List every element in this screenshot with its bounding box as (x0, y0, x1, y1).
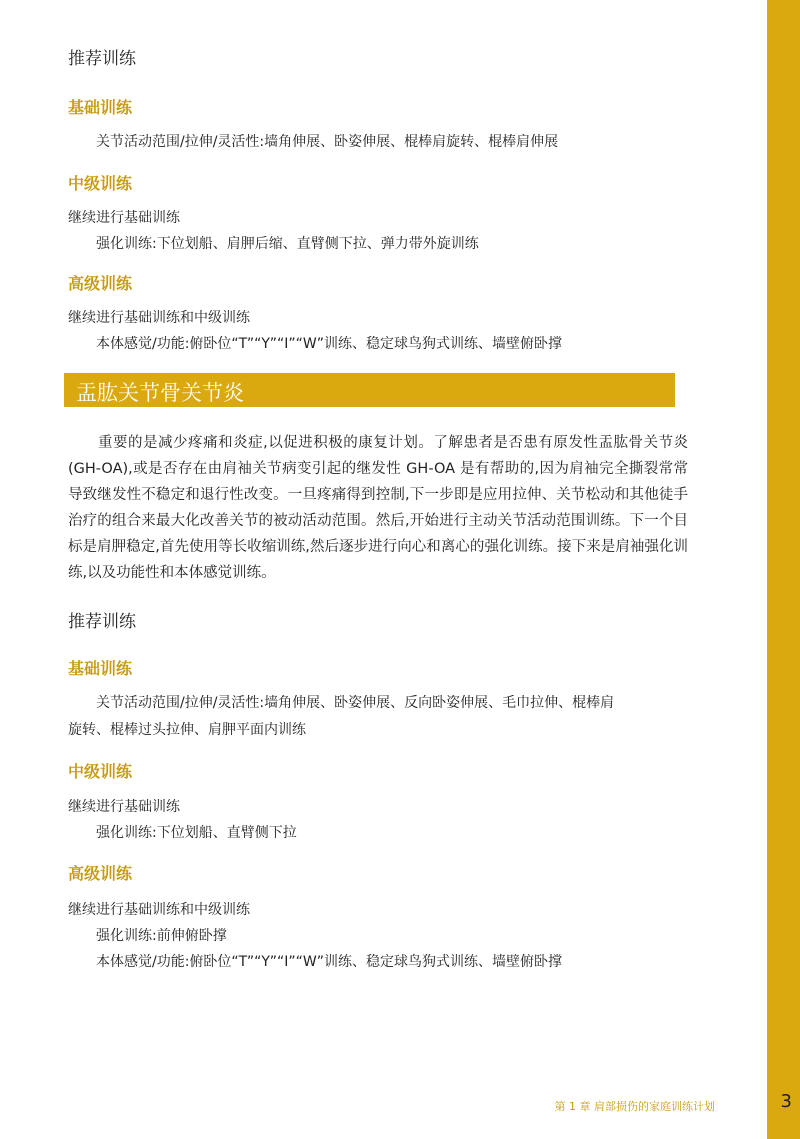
advanced-training-line: 本体感觉/功能:俯卧位“T”“Y”“I”“W”训练、稳定球鸟狗式训练、墙壁俯卧撑 (96, 336, 562, 352)
intermediate-continue-line-2: 继续进行基础训练 (68, 799, 180, 815)
section-title: 盂肱关节骨关节炎 (76, 381, 244, 405)
chapter-footer: 第 1 章 肩部损伤的家庭训练计划 (554, 1100, 715, 1113)
recommended-training-heading-2: 推荐训练 (68, 612, 136, 632)
page-number: 3 (780, 1091, 792, 1112)
sidebar-accent-stripe (767, 0, 800, 1139)
advanced-training-heading: 高级训练 (68, 274, 133, 293)
advanced-training-line-2b: 本体感觉/功能:俯卧位“T”“Y”“I”“W”训练、稳定球鸟狗式训练、墙壁俯卧撑 (96, 954, 562, 970)
section-title-bar (64, 373, 675, 407)
intermediate-training-line: 强化训练:下位划船、肩胛后缩、直臂侧下拉、弹力带外旋训练 (96, 236, 479, 252)
basic-training-line-2b: 旋转、棍棒过头拉伸、肩胛平面内训练 (68, 722, 306, 738)
advanced-training-heading-2: 高级训练 (68, 864, 133, 883)
basic-training-heading: 基础训练 (68, 98, 133, 117)
advanced-training-line-2a: 强化训练:前伸俯卧撑 (96, 928, 227, 944)
basic-training-line: 关节活动范围/拉伸/灵活性:墙角伸展、卧姿伸展、棍棒肩旋转、棍棒肩伸展 (96, 134, 559, 150)
advanced-continue-line: 继续进行基础训练和中级训练 (68, 310, 250, 326)
basic-training-heading-2: 基础训练 (68, 659, 133, 678)
intermediate-training-line-2: 强化训练:下位划船、直臂侧下拉 (96, 825, 297, 841)
advanced-continue-line-2: 继续进行基础训练和中级训练 (68, 902, 250, 918)
intermediate-training-heading: 中级训练 (68, 174, 133, 193)
intermediate-continue-line: 继续进行基础训练 (68, 210, 180, 226)
intermediate-training-heading-2: 中级训练 (68, 762, 133, 781)
basic-training-line-2a: 关节活动范围/拉伸/灵活性:墙角伸展、卧姿伸展、反向卧姿伸展、毛巾拉伸、棍棒肩 (96, 695, 615, 711)
section-paragraph: 重要的是减少疼痛和炎症,以促进积极的康复计划。了解患者是否患有原发性盂肱骨关节炎(GH-OA),或是否存在由肩袖关节病变引起的继发性 GH-OA 是有帮助的,因为肩袖完全撕裂常常导致继发性不稳定和退行性改变。一旦疼痛得到控制,下一步即是应用拉伸、关节松动和其他徒手治疗的组合来最大化改善关节的被动活动范围。然后,开始进行主动关节活动范围训练。下一个目标是肩胛稳定,首先使用等长收缩训练,然后逐步进行向心和离心的强化训练。接下来是肩袖强化训练,以及功能性和本体感觉训练。 (68, 435, 688, 581)
recommended-training-heading: 推荐训练 (68, 49, 136, 69)
